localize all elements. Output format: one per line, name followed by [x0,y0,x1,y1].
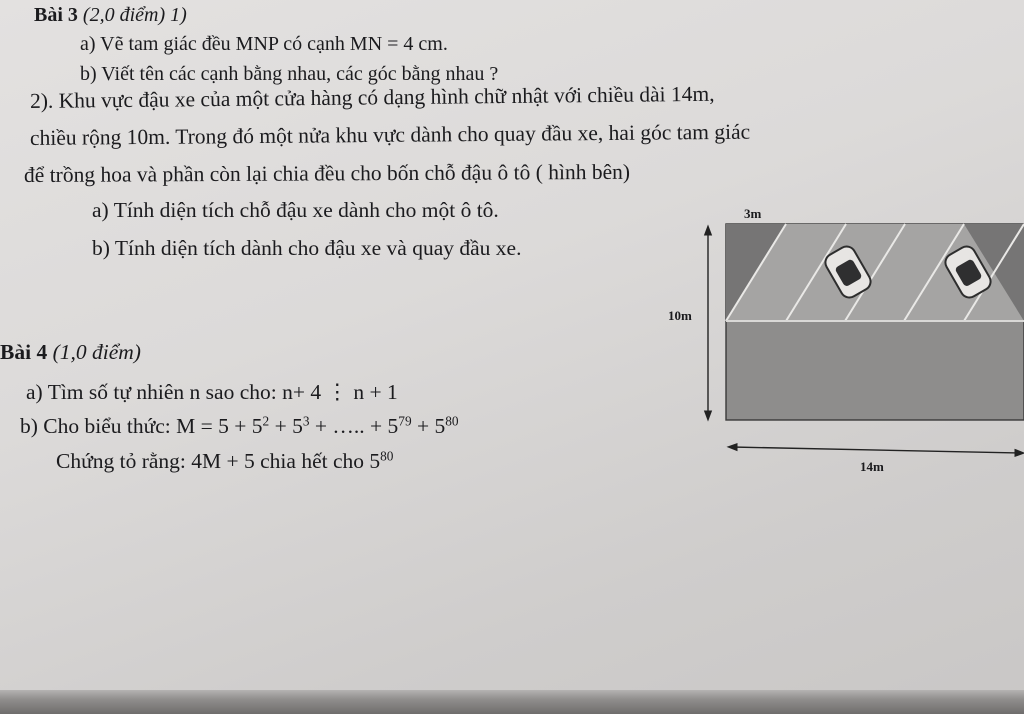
bai4-b-text: + 5 [269,414,303,438]
bai3-title: Bài 3 [34,4,78,26]
part2-question-b: b) Tính diện tích dành cho đậu xe và quay đầu xe. [92,236,522,260]
part2-question-a: a) Tính diện tích chỗ đậu xe dành cho một ô tô. [92,198,499,222]
bai4-b-text: + 5 [411,414,446,438]
exponent: 80 [445,413,459,429]
bai4-b-text: b) Cho biểu thức: M = 5 + 5 [20,414,263,438]
bai3-question-b: b) Viết tên các cạnh bằng nhau, các góc bằng nhau ? [80,63,499,85]
label-3m: 3m [744,206,762,221]
bai4-heading [0,340,141,365]
part2-line-2: chiều rộng 10m. Trong đó một nửa khu vực dành cho quay đầu xe, hai góc tam giác [29,119,751,150]
exponent: 3 [302,413,310,429]
bai4-question-c [56,449,393,474]
label-10m: 10m [668,308,692,323]
exponent: 79 [398,413,412,429]
page-bottom-edge [0,690,1024,714]
bai4-b-text: + ….. + 5 [309,414,399,438]
bai4-c-text: Chứng tỏ rằng: 4M + 5 chia hết cho 5 [56,449,381,473]
part2-line-1: 2). Khu vực đậu xe của một cửa hàng có dạng hình chữ nhật với chiều dài 14m, [29,81,715,113]
parking-lot-figure [660,200,1024,490]
bai3-heading [34,4,187,27]
exponent: 2 [262,413,270,429]
bai4-points: (1,0 điểm) [47,340,141,364]
bai4-question-b [20,414,459,439]
bai4-title: Bài 4 [0,340,48,364]
width-arrow [732,447,1020,453]
part2-line-3: để trồng hoa và phần còn lại chia đều cho bốn chỗ đậu ô tô ( hình bên) [23,159,631,187]
bai4-question-a: a) Tìm số tự nhiên n sao cho: n+ 4 ⋮ n + 1 [26,380,398,404]
bai3-question-a: a) Vẽ tam giác đều MNP có cạnh MN = 4 cm. [80,33,448,55]
bai3-points: (2,0 điểm) 1) [82,4,187,26]
exponent: 80 [380,448,394,464]
label-14m: 14m [860,459,884,474]
